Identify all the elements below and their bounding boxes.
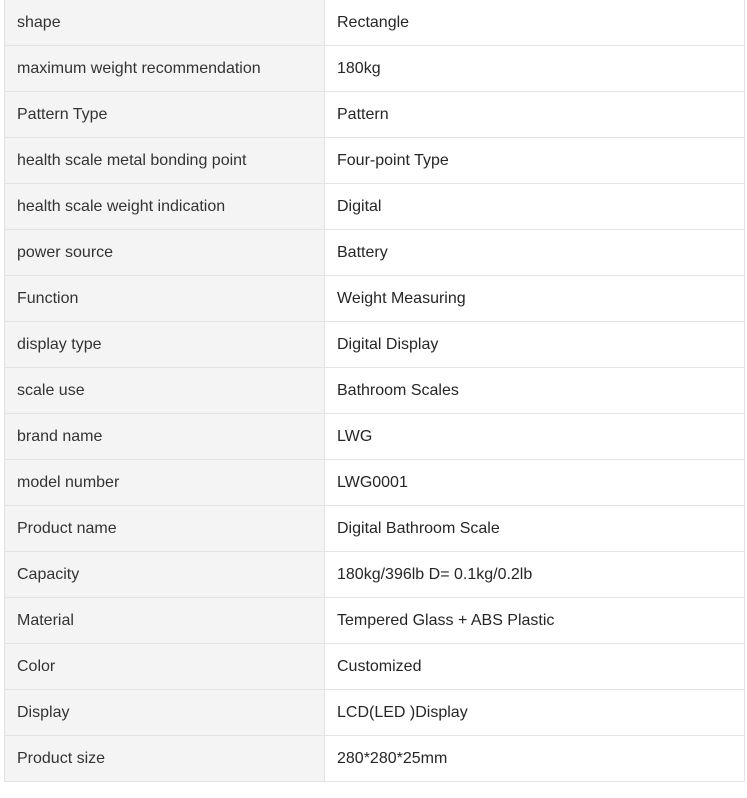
spec-value: Digital Display [325,322,745,368]
spec-value: Rectangle [325,0,745,46]
specification-table [4,0,745,782]
spec-value: 180kg/396lb D= 0.1kg/0.2lb [325,552,745,598]
spec-key: Pattern Type [5,92,325,138]
spec-key: maximum weight recommendation [5,46,325,92]
spec-value: Four-point Type [325,138,745,184]
spec-key: Display [5,690,325,736]
spec-value: Digital Bathroom Scale [325,506,745,552]
spec-key: display type [5,322,325,368]
table-row [5,414,745,460]
spec-key: Function [5,276,325,322]
spec-value: LCD(LED )Display [325,690,745,736]
table-row [5,46,745,92]
table-row [5,598,745,644]
spec-key: Product size [5,736,325,782]
table-row [5,460,745,506]
spec-key: Product name [5,506,325,552]
table-row [5,690,745,736]
table-row [5,92,745,138]
spec-key: health scale metal bonding point [5,138,325,184]
table-row [5,552,745,598]
spec-key: power source [5,230,325,276]
table-row [5,506,745,552]
spec-value: Digital [325,184,745,230]
spec-value: LWG0001 [325,460,745,506]
spec-value: 180kg [325,46,745,92]
spec-value: Pattern [325,92,745,138]
spec-value: LWG [325,414,745,460]
table-row [5,368,745,414]
table-row [5,736,745,782]
spec-key: Color [5,644,325,690]
specification-table-body [5,0,745,782]
table-row [5,230,745,276]
spec-key: scale use [5,368,325,414]
table-row [5,138,745,184]
table-row [5,0,745,46]
spec-value: Battery [325,230,745,276]
spec-value: 280*280*25mm [325,736,745,782]
spec-key: health scale weight indication [5,184,325,230]
spec-key: model number [5,460,325,506]
spec-value: Customized [325,644,745,690]
table-row [5,644,745,690]
table-row [5,184,745,230]
spec-key: shape [5,0,325,46]
spec-key: brand name [5,414,325,460]
spec-key: Capacity [5,552,325,598]
table-row [5,276,745,322]
spec-value: Bathroom Scales [325,368,745,414]
table-row [5,322,745,368]
spec-key: Material [5,598,325,644]
spec-value: Weight Measuring [325,276,745,322]
spec-value: Tempered Glass + ABS Plastic [325,598,745,644]
